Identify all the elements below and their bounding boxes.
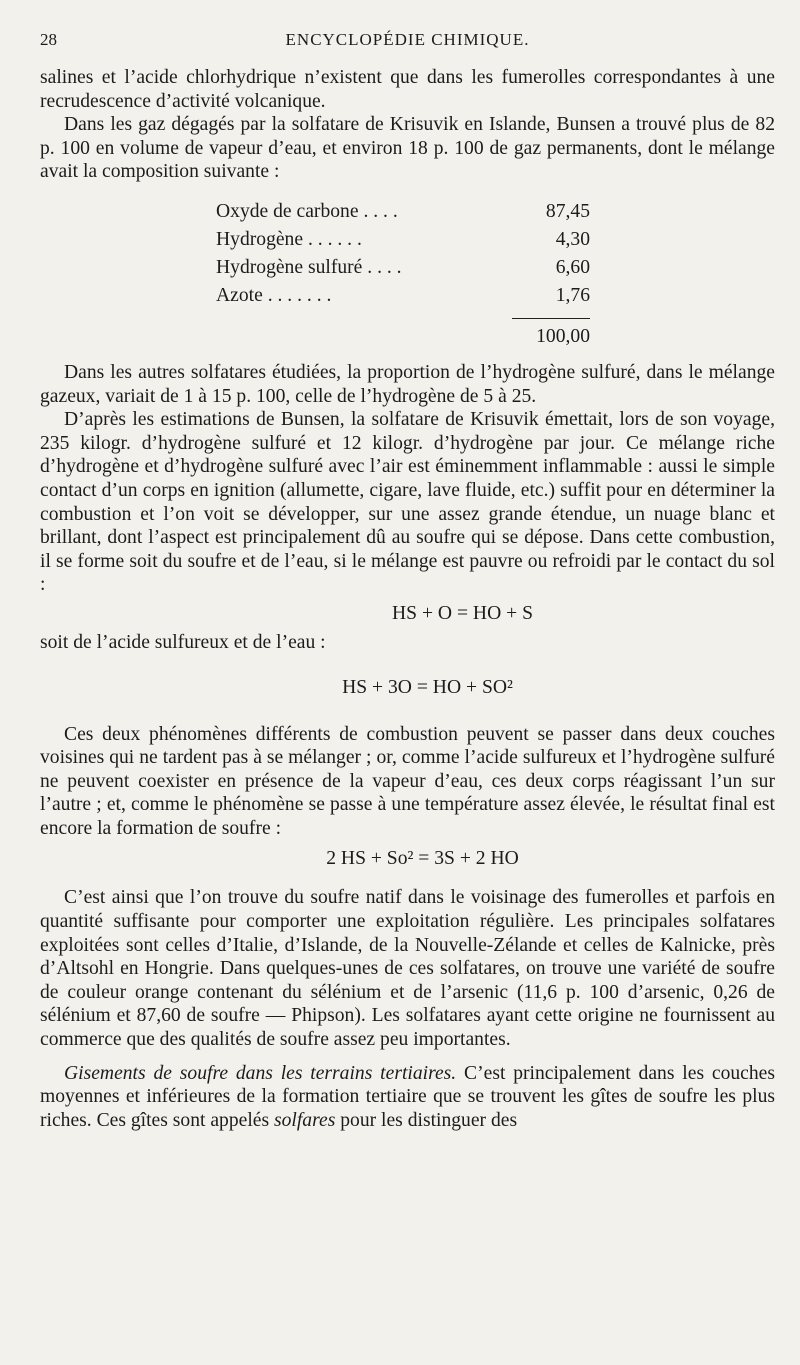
composition-value: 6,60 <box>555 256 590 278</box>
paragraph-native-sulfur: C’est ainsi que l’on trouve du soufre natif dans le voisinage des fumerolles et parfois en quantité suffisante pour comporter une exploitation régulière. Les principales solfatares exploitées sont celles d’Italie, d’Islande, de la Nouvelle-Zélande et celles de Kalnicke, près d’Altsohl en Hongrie. Dans quelques-unes de ces solfatares, on trouve une variété de soufre de couleur orange contenant du sélénium et de l’arsenic (11,6 p. 100 d’arsenic, 0,26 de sélénium et 87,60 de soufre — Phipson). Les solfatares ayant cette origine ne fournissent au commerce que des qualités de soufre assez peu importantes. <box>40 887 775 1051</box>
total-rule <box>512 318 590 319</box>
paragraph-sulfurous-acid: soit de l’acide sulfureux et de l’eau : <box>40 631 326 653</box>
section-heading: Gisements de soufre dans les terrains tertiaires. <box>64 1062 457 1084</box>
term-solfares: solfares <box>274 1109 336 1131</box>
composition-row: Azote . . . . . . . 1,76 <box>216 282 590 310</box>
composition-value: 87,45 <box>545 200 590 222</box>
equation-sulfur-water: HS + O = HO + S <box>392 602 533 624</box>
composition-value: 1,76 <box>555 284 590 306</box>
page-number: 28 <box>40 30 57 49</box>
composition-row: Hydrogène sulfuré . . . . 6,60 <box>216 254 590 282</box>
paragraph-two-phenomena: Ces deux phénomènes différents de combustion peuvent se passer dans deux couches voisines qui ne tardent pas à se mélanger ; or, comme l’acide sulfureux et l’hydrogène sulfuré ne peuvent coexister en présence de la vapeur d’eau, ces deux corps réagissant l’un sur l’autre ; et, comme le phénomène se passe à une température assez élevée, le résultat final est encore la formation de soufre : <box>40 723 775 839</box>
composition-total: 100,00 <box>536 325 590 347</box>
equation-sulfurous-acid: HS + 3O = HO + SO² <box>342 676 513 698</box>
composition-row: Oxyde de carbone . . . . 87,45 <box>216 198 590 226</box>
composition-row: Hydrogène . . . . . . 4,30 <box>216 226 590 254</box>
equation-final-sulfur: 2 HS + So² = 3S + 2 HO <box>326 848 519 870</box>
paragraph-bunsen-estimates: D’après les estimations de Bunsen, la solfatare de Krisuvik émettait, lors de son voyage, 235 kilogr. d’hydrogène sulfuré et 12 kilogr. d’hydrogène par jour. Ce mélange riche d’hydrogène et d’hydrogène sulfuré avec l’air est éminemment inflammable : aussi le simple contact d’un corps en ignition (allumette, cigare, lave fluide, etc.) suffit pour en déterminer la combustion et l’on voit se développer, sur une assez grande étendue, un nuage blanc et brillant, dont l’aspect est principalement dû au soufre qui se dépose. Dans cette combustion, il se forme soit du soufre et de l’eau, si le mélange est pauvre ou refroidi par le contact du sol : <box>40 409 775 596</box>
paragraph-tertiary-deposits: Gisements de soufre dans les terrains tertiaires. C’est principalement dans les couches moyennes et inférieures de la formation tertiaire que se trouvent les gîtes de soufre les plus riches. Ces gîtes sont appelés solfares pour les distinguer des <box>40 1062 776 1131</box>
paragraph-other-solfatares: Dans les autres solfatares étudiées, la proportion de l’hydrogène sulfuré, dans le mélange gazeux, variait de 1 à 15 p. 100, celle de l’hydrogène de 5 à 25. <box>40 361 775 407</box>
paragraph-krisuvik-gases: Dans les gaz dégagés par la solfatare de Krisuvik en Islande, Bunsen a trouvé plus de 82 p. 100 en volume de vapeur d’eau, et environ 18 p. 100 de gaz permanents, dont le mélange avait la composition suivante : <box>40 114 775 183</box>
paragraph-continued: salines et l’acide chlorhydrique n’existent que dans les fumerolles correspondantes à une recrudescence d’activité volcanique. <box>40 67 775 112</box>
composition-value: 4,30 <box>555 228 590 250</box>
running-title: ENCYCLOPÉDIE CHIMIQUE. <box>285 30 530 49</box>
composition-table <box>216 198 590 351</box>
page-body <box>40 66 775 1132</box>
running-header <box>40 30 775 54</box>
